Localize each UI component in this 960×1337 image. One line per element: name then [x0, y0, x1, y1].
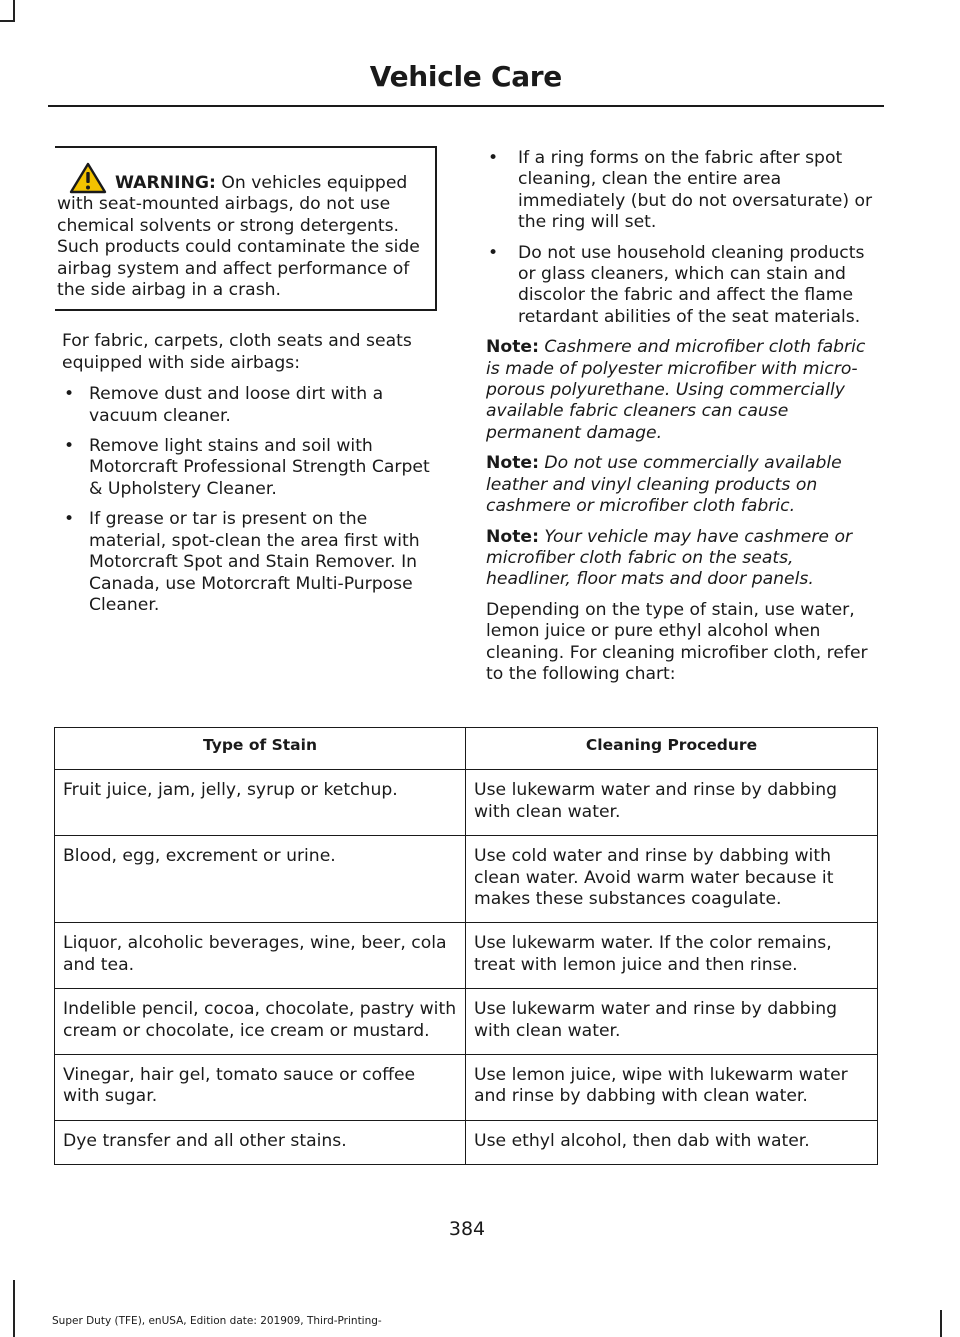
stain-type-cell: Blood, egg, excrement or urine. [55, 836, 466, 923]
table-row [55, 770, 878, 836]
warning-text [57, 173, 435, 301]
stain-type-cell: Liquor, alcoholic beverages, wine, beer, cola and tea. [55, 923, 466, 989]
table-row [55, 989, 878, 1055]
procedure-cell: Use ethyl alcohol, then dab with water. [466, 1120, 878, 1164]
stain-type-cell: Dye transfer and all other stains. [55, 1120, 466, 1164]
column-header-cleaning-procedure: Cleaning Procedure [466, 728, 878, 770]
note-label: Note: [486, 526, 539, 547]
list-item: • Remove dust and loose dirt with a vacuum cleaner. [62, 384, 446, 427]
chart-intro-paragraph: Depending on the type of stain, use water, lemon juice or pure ethyl alcohol when cleaning. For cleaning microfiber cloth, refer to the following chart: [486, 599, 868, 684]
note-label: Note: [486, 337, 539, 358]
crop-mark [13, 0, 15, 22]
note-text: Your vehicle may have cashmere or microfiber cloth fabric on the seats, headliner, floor mats and door panels. [486, 526, 853, 590]
stain-type-cell: Indelible pencil, cocoa, chocolate, pastry with cream or chocolate, ice cream or mustard. [55, 989, 466, 1055]
table-row [55, 836, 878, 923]
intro-paragraph: For fabric, carpets, cloth seats and seats equipped with side airbags: [62, 331, 412, 373]
left-column [57, 146, 446, 625]
stain-type-cell: Fruit juice, jam, jelly, syrup or ketchup. [55, 770, 466, 836]
right-column [486, 148, 882, 685]
table-header-row [55, 728, 878, 770]
note [486, 337, 882, 444]
stain-cleaning-table [54, 727, 878, 1165]
warning-body: with seat-mounted airbags, do not use chemical solvents or strong detergents. Such products could contaminate the side airbag system and affect performance of the side airbag in a crash. [57, 194, 420, 301]
crop-mark [13, 1280, 15, 1337]
table-row [55, 1055, 878, 1121]
footer-edition-info: Super Duty (TFE), enUSA, Edition date: 201909, Third-Printing- [52, 1315, 382, 1327]
stain-type-cell: Vinegar, hair gel, tomato sauce or coffee with sugar. [55, 1055, 466, 1121]
list-item: • If grease or tar is present on the material, spot-clean the area first with Motorcraft Spot and Stain Remover. In Canada, use Motorcraft Multi-Purpose Cleaner. [62, 509, 446, 616]
warning-box [55, 146, 437, 311]
note-label: Note: [486, 453, 539, 474]
procedure-cell: Use lukewarm water and rinse by dabbing with clean water. [466, 989, 878, 1055]
procedure-cell: Use cold water and rinse by dabbing with clean water. Avoid warm water because it makes these substances coagulate. [466, 836, 878, 923]
list-item: • Remove light stains and soil with Motorcraft Professional Strength Carpet & Upholstery Cleaner. [62, 436, 446, 500]
warning-first-line-text: On vehicles equipped [215, 173, 408, 193]
note-text: Cashmere and microfiber cloth fabric is made of polyester microfiber with micro-porous polyurethane. Using commercially available fabric cleaners can cause permanent damage. [486, 337, 866, 443]
list-item: • If a ring forms on the fabric after spot cleaning, clean the entire area immediately (but do not oversaturate) or the ring will set. [486, 148, 882, 234]
note [486, 527, 882, 591]
note-text: Do not use commercially available leather and vinyl cleaning products on cashmere or microfiber cloth fabric. [486, 453, 842, 517]
page-number: 384 [448, 1218, 486, 1240]
table-row [55, 923, 878, 989]
crop-mark [0, 20, 15, 22]
procedure-cell: Use lemon juice, wipe with lukewarm water and rinse by dabbing with clean water. [466, 1055, 878, 1121]
list-item: • Do not use household cleaning products or glass cleaners, which can stain and discolor the fabric and affect the flame retardant abilities of the seat materials. [486, 243, 882, 329]
page-title: Vehicle Care [369, 60, 562, 93]
column-header-stain-type: Type of Stain [55, 728, 466, 770]
note [486, 453, 882, 517]
warning-triangle-icon [69, 162, 107, 194]
title-divider [48, 105, 884, 107]
warning-first-line [57, 173, 435, 194]
left-bullet-list [62, 384, 446, 616]
procedure-cell: Use lukewarm water and rinse by dabbing with clean water. [466, 770, 878, 836]
right-bullet-list [486, 148, 882, 328]
procedure-cell: Use lukewarm water. If the color remains, treat with lemon juice and then rinse. [466, 923, 878, 989]
warning-label: WARNING: [115, 173, 216, 193]
table-row [55, 1120, 878, 1164]
crop-mark [940, 1310, 942, 1337]
